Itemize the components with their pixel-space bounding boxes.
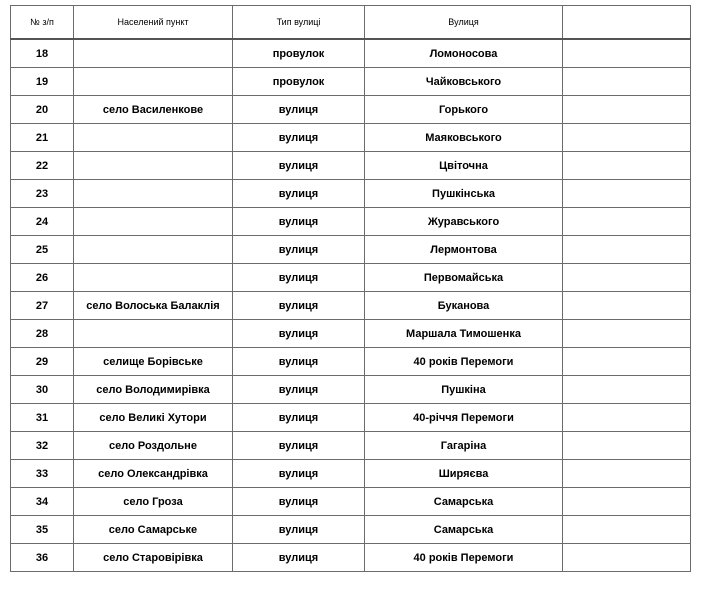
table-row bbox=[11, 404, 691, 432]
cell-number: 32 bbox=[11, 432, 74, 460]
cell-extra bbox=[563, 39, 691, 68]
cell-street: Лермонтова bbox=[365, 236, 563, 264]
cell-street-type: провулок bbox=[233, 68, 365, 96]
header-settlement: Населений пункт bbox=[74, 6, 233, 40]
table-row bbox=[11, 208, 691, 236]
cell-street-type: вулиця bbox=[233, 96, 365, 124]
table-row bbox=[11, 292, 691, 320]
cell-settlement: село Старовірівка bbox=[74, 544, 233, 572]
cell-extra bbox=[563, 376, 691, 404]
table-header bbox=[11, 6, 691, 40]
cell-settlement: село Василенкове bbox=[74, 96, 233, 124]
cell-street-type: вулиця bbox=[233, 432, 365, 460]
cell-settlement: село Олександрівка bbox=[74, 460, 233, 488]
cell-number: 18 bbox=[11, 39, 74, 68]
cell-street: Пушкіна bbox=[365, 376, 563, 404]
cell-settlement: село Роздольне bbox=[74, 432, 233, 460]
cell-number: 23 bbox=[11, 180, 74, 208]
cell-extra bbox=[563, 432, 691, 460]
table-row bbox=[11, 376, 691, 404]
cell-number: 25 bbox=[11, 236, 74, 264]
cell-street: Пушкінська bbox=[365, 180, 563, 208]
cell-settlement: село Володимирівка bbox=[74, 376, 233, 404]
table-row bbox=[11, 348, 691, 376]
cell-street-type: вулиця bbox=[233, 348, 365, 376]
cell-street: Цвіточна bbox=[365, 152, 563, 180]
cell-street: Чайковського bbox=[365, 68, 563, 96]
cell-settlement bbox=[74, 208, 233, 236]
cell-number: 36 bbox=[11, 544, 74, 572]
cell-number: 21 bbox=[11, 124, 74, 152]
cell-extra bbox=[563, 292, 691, 320]
cell-extra bbox=[563, 544, 691, 572]
cell-extra bbox=[563, 124, 691, 152]
cell-street-type: вулиця bbox=[233, 404, 365, 432]
table-row bbox=[11, 320, 691, 348]
table-row bbox=[11, 544, 691, 572]
cell-extra bbox=[563, 96, 691, 124]
cell-street-type: вулиця bbox=[233, 264, 365, 292]
header-street-type: Тип вулиці bbox=[233, 6, 365, 40]
cell-street: Ширяєва bbox=[365, 460, 563, 488]
cell-street-type: вулиця bbox=[233, 516, 365, 544]
table-row bbox=[11, 152, 691, 180]
cell-street: 40-річчя Перемоги bbox=[365, 404, 563, 432]
cell-settlement bbox=[74, 68, 233, 96]
cell-number: 19 bbox=[11, 68, 74, 96]
table-row bbox=[11, 236, 691, 264]
cell-extra bbox=[563, 68, 691, 96]
cell-street-type: вулиця bbox=[233, 152, 365, 180]
cell-settlement bbox=[74, 180, 233, 208]
cell-street-type: вулиця bbox=[233, 376, 365, 404]
cell-street-type: провулок bbox=[233, 39, 365, 68]
table-row bbox=[11, 488, 691, 516]
table-row bbox=[11, 39, 691, 68]
cell-settlement bbox=[74, 39, 233, 68]
cell-extra bbox=[563, 404, 691, 432]
cell-extra bbox=[563, 516, 691, 544]
cell-street: Маршала Тимошенка bbox=[365, 320, 563, 348]
header-extra bbox=[563, 6, 691, 40]
cell-settlement bbox=[74, 264, 233, 292]
cell-number: 31 bbox=[11, 404, 74, 432]
cell-extra bbox=[563, 488, 691, 516]
table-row bbox=[11, 432, 691, 460]
cell-number: 20 bbox=[11, 96, 74, 124]
cell-number: 35 bbox=[11, 516, 74, 544]
cell-number: 26 bbox=[11, 264, 74, 292]
table-row bbox=[11, 124, 691, 152]
cell-settlement: селище Борівське bbox=[74, 348, 233, 376]
cell-street: Горького bbox=[365, 96, 563, 124]
cell-number: 33 bbox=[11, 460, 74, 488]
cell-street: Самарська bbox=[365, 488, 563, 516]
cell-street-type: вулиця bbox=[233, 320, 365, 348]
cell-street-type: вулиця bbox=[233, 292, 365, 320]
cell-settlement bbox=[74, 124, 233, 152]
cell-street-type: вулиця bbox=[233, 180, 365, 208]
cell-extra bbox=[563, 460, 691, 488]
cell-number: 27 bbox=[11, 292, 74, 320]
cell-street-type: вулиця bbox=[233, 124, 365, 152]
cell-number: 34 bbox=[11, 488, 74, 516]
cell-extra bbox=[563, 180, 691, 208]
table-row bbox=[11, 516, 691, 544]
cell-street: Маяковського bbox=[365, 124, 563, 152]
cell-street: Ломоносова bbox=[365, 39, 563, 68]
cell-extra bbox=[563, 208, 691, 236]
table-row bbox=[11, 264, 691, 292]
table-row bbox=[11, 460, 691, 488]
cell-number: 29 bbox=[11, 348, 74, 376]
cell-settlement: село Самарське bbox=[74, 516, 233, 544]
table-row bbox=[11, 68, 691, 96]
streets-table bbox=[10, 5, 691, 572]
table-row bbox=[11, 180, 691, 208]
cell-street-type: вулиця bbox=[233, 236, 365, 264]
cell-street: Журавського bbox=[365, 208, 563, 236]
cell-number: 30 bbox=[11, 376, 74, 404]
cell-number: 24 bbox=[11, 208, 74, 236]
header-number: № з/п bbox=[11, 6, 74, 40]
cell-extra bbox=[563, 348, 691, 376]
cell-settlement: село Великі Хутори bbox=[74, 404, 233, 432]
cell-settlement: село Волоська Балаклія bbox=[74, 292, 233, 320]
cell-street: Первомайська bbox=[365, 264, 563, 292]
table-body bbox=[11, 39, 691, 572]
cell-settlement bbox=[74, 320, 233, 348]
cell-street-type: вулиця bbox=[233, 544, 365, 572]
cell-street-type: вулиця bbox=[233, 208, 365, 236]
cell-settlement: село Гроза bbox=[74, 488, 233, 516]
cell-street: Буканова bbox=[365, 292, 563, 320]
header-street: Вулиця bbox=[365, 6, 563, 40]
cell-extra bbox=[563, 152, 691, 180]
cell-street-type: вулиця bbox=[233, 488, 365, 516]
cell-extra bbox=[563, 236, 691, 264]
cell-street: Самарська bbox=[365, 516, 563, 544]
table-row bbox=[11, 96, 691, 124]
cell-extra bbox=[563, 264, 691, 292]
cell-extra bbox=[563, 320, 691, 348]
cell-street-type: вулиця bbox=[233, 460, 365, 488]
cell-street: 40 років Перемоги bbox=[365, 348, 563, 376]
cell-street: 40 років Перемоги bbox=[365, 544, 563, 572]
cell-settlement bbox=[74, 236, 233, 264]
cell-settlement bbox=[74, 152, 233, 180]
cell-number: 22 bbox=[11, 152, 74, 180]
cell-number: 28 bbox=[11, 320, 74, 348]
cell-street: Гагаріна bbox=[365, 432, 563, 460]
